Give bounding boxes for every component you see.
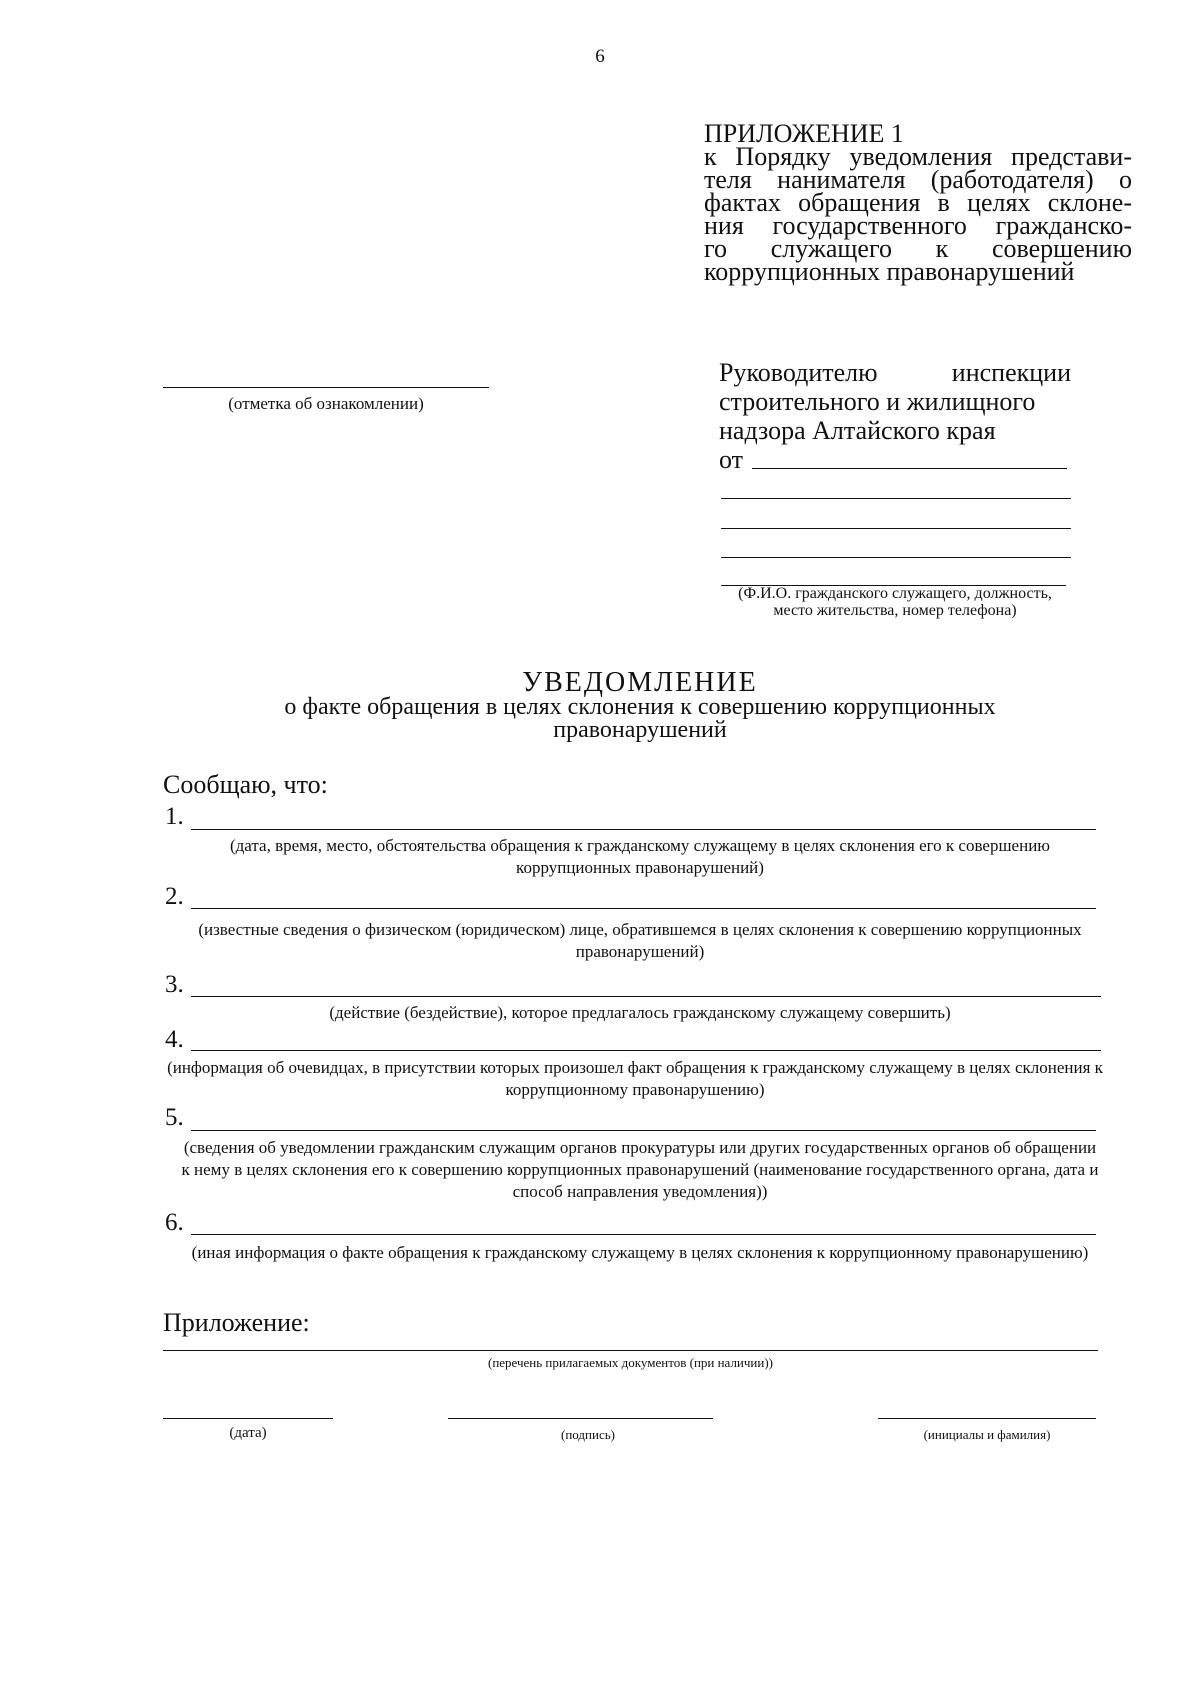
attachment-label: Приложение: [163, 1308, 310, 1337]
item-caption: (сведения об уведомлении гражданским служащим органов прокуратуры или других государственных органов об обращении к нему в целях склонения его к совершению коррупционных правонарушений (наименование государственного органа, дата и способ направления уведомления)) [181, 1138, 1099, 1201]
signature-line[interactable] [448, 1418, 713, 1419]
item-number: 1. [165, 803, 184, 830]
item-caption: (иная информация о факте обращения к гражданскому служащему в целях склонения к коррупционному правонарушению) [191, 1243, 1089, 1262]
attachment-caption: (перечень прилагаемых документов (при наличии)) [487, 1355, 774, 1370]
item-line[interactable] [191, 1234, 1096, 1235]
item-caption: (известные сведения о физическом (юридическом) лице, обратившемся в целях склонения к совершению коррупционных правонарушений) [198, 920, 1082, 961]
item-caption: (дата, время, место, обстоятельства обращения к гражданскому служащему в целях склонения его к совершению коррупционных правонарушений) [229, 836, 1050, 877]
item-line[interactable] [191, 996, 1101, 997]
appendix-line: к Порядку уведомления представи- [704, 142, 1132, 171]
item-line[interactable] [191, 829, 1096, 830]
acknowledgement-line[interactable] [163, 387, 489, 388]
from-line-4[interactable] [721, 557, 1071, 558]
attachment-line[interactable] [163, 1350, 1098, 1351]
item-number: 5. [165, 1104, 184, 1131]
item-number: 2. [165, 883, 184, 910]
item-line[interactable] [191, 1130, 1096, 1131]
date-caption: (дата) [229, 1425, 267, 1441]
notice-title: УВЕДОМЛЕНИЕ [522, 667, 758, 698]
item-line[interactable] [191, 908, 1096, 909]
notice-subtitle: о факте обращения в целях склонения к совершению коррупционных правонарушений [284, 694, 996, 743]
appendix-text [704, 142, 1132, 286]
appendix-line: ния государственного гражданско- [704, 211, 1132, 240]
item-number: 3. [165, 971, 184, 998]
signature-caption: (подпись) [561, 1427, 615, 1442]
appendix-title: ПРИЛОЖЕНИЕ 1 [704, 119, 904, 148]
appendix-line: го служащего к совершению [704, 234, 1132, 263]
from-line-2[interactable] [721, 498, 1071, 499]
addressee-line: Руководителю инспекции [719, 358, 1071, 387]
from-line-3[interactable] [721, 528, 1071, 529]
item-caption: (действие (бездействие), которое предлагалось гражданскому служащему совершить) [329, 1003, 951, 1022]
item-number: 6. [165, 1209, 184, 1236]
item-caption: (информация об очевидцах, в присутствии которых произошел факт обращения к гражданскому служащему в целях склонения к коррупционному правонарушению) [167, 1058, 1103, 1099]
addressee-line: строительного и жилищного [719, 387, 1036, 416]
name-line[interactable] [878, 1418, 1096, 1419]
page-number: 6 [595, 46, 605, 67]
addressee-block [719, 358, 1071, 474]
from-label: от [719, 445, 744, 474]
appendix-line: коррупционных правонарушений [704, 257, 1075, 286]
appendix-header [704, 119, 1132, 286]
name-caption: (инициалы и фамилия) [923, 1427, 1051, 1442]
intro-text: Сообщаю, что: [163, 770, 328, 799]
appendix-line: теля нанимателя (работодателя) о [704, 165, 1132, 194]
addressee-line: надзора Алтайского края [719, 416, 996, 445]
fio-caption: (Ф.И.О. гражданского служащего, должность, место жительства, номер телефона) [738, 585, 1052, 619]
item-number: 4. [165, 1026, 184, 1053]
item-line[interactable] [191, 1050, 1101, 1051]
appendix-line: фактах обращения в целях склоне- [704, 188, 1132, 217]
date-line[interactable] [163, 1418, 333, 1419]
acknowledgement-caption: (отметка об ознакомлении) [228, 394, 424, 413]
from-line[interactable] [752, 468, 1067, 469]
